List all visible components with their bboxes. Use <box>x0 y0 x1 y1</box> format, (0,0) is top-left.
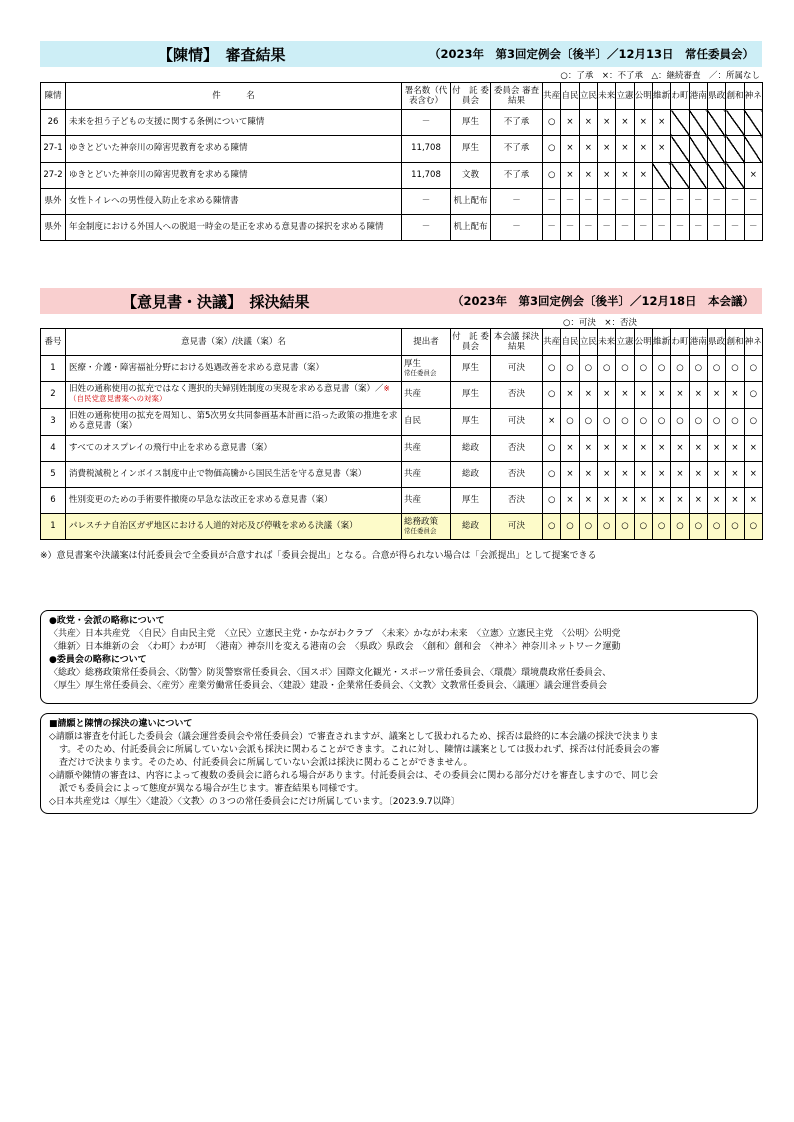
vote-cell: － <box>726 215 744 241</box>
opinion-table <box>40 328 763 540</box>
vote-cell: ○ <box>744 356 762 382</box>
vote-cell: × <box>634 462 652 488</box>
vote-cell: × <box>579 110 597 136</box>
vote-cell: － <box>744 215 762 241</box>
opinion-proposer-sub: 常任委員会 <box>404 368 437 377</box>
party-header: 立民 <box>579 83 597 110</box>
opinion-name <box>66 514 402 540</box>
opinion-committee: 厚生 <box>451 488 491 514</box>
vote-cell: ○ <box>726 409 744 436</box>
petition-name: ゆきとどいた神奈川の障害児教育を求める陳情 <box>66 136 402 163</box>
vote-cell: ○ <box>634 409 652 436</box>
opinion-result: 可決 <box>491 514 543 540</box>
party-header: 神ネ <box>744 329 762 356</box>
vote-cell: × <box>597 488 615 514</box>
party-header: 公明 <box>634 329 652 356</box>
vote-cell: × <box>689 436 707 462</box>
vote-cell: ○ <box>579 409 597 436</box>
petition-number: 27-1 <box>41 136 66 163</box>
vote-cell-not-member <box>689 136 707 163</box>
petition-name: 年金制度における外国人への脱退一時金の是正を求める意見書の採択を求める陳情 <box>66 215 402 241</box>
opinion-name-text: 消費税減税とインボイス制度中止で物価高騰から国民生活を守る意見書（案） <box>69 468 367 479</box>
col-header-committee: 付 託 委員会 <box>451 329 491 356</box>
party-header: 自民 <box>561 329 579 356</box>
vote-cell: － <box>671 189 689 215</box>
petition-name: 未来を担う子どもの支援に関する条例について陳情 <box>66 110 402 136</box>
vote-cell: ○ <box>597 409 615 436</box>
petition-row <box>41 136 763 163</box>
opinion-committee: 総政 <box>451 514 491 540</box>
vote-cell-not-member <box>726 110 744 136</box>
petition-title: 【陳情】 審査結果 <box>158 45 286 64</box>
party-header: 未来 <box>597 329 615 356</box>
opinion-name-text: すべてのオスプレイの飛行中止を求める意見書（案） <box>69 442 272 453</box>
vote-cell: ○ <box>543 436 561 462</box>
vote-cell: × <box>616 163 634 189</box>
vote-cell: ○ <box>543 462 561 488</box>
vote-cell: ○ <box>744 382 762 409</box>
vote-cell: － <box>634 215 652 241</box>
col-header-no: 番号 <box>41 329 66 356</box>
vote-cell: ○ <box>652 356 670 382</box>
vote-cell: × <box>744 436 762 462</box>
party-header: 未来 <box>597 83 615 110</box>
difference-text: 派でも委員会によって態度が異なる場合が生じます。審査結果も同様です。 <box>59 784 364 794</box>
petition-result: － <box>491 215 543 241</box>
vote-cell: ○ <box>707 514 725 540</box>
opinion-row <box>41 436 763 462</box>
party-header: 自民 <box>561 83 579 110</box>
vote-cell: × <box>561 163 579 189</box>
party-header: 共産 <box>543 83 561 110</box>
vote-cell: ○ <box>634 514 652 540</box>
col-header-name: 件 名 <box>66 83 402 110</box>
opinion-name-text: 医療・介護・障害福祉分野における処遇改善を求める意見書（案） <box>69 362 325 373</box>
vote-cell: × <box>689 382 707 409</box>
vote-cell: ○ <box>634 356 652 382</box>
vote-cell-not-member <box>744 110 762 136</box>
col-header-proposer: 提出者 <box>402 329 451 356</box>
difference-text: 査だけで決まります。そのため、付託委員会に所属していない会派は採決に関わることができません。 <box>59 758 473 768</box>
vote-cell: × <box>689 488 707 514</box>
vote-cell: × <box>616 436 634 462</box>
party-header: わ町 <box>671 83 689 110</box>
vote-cell: ○ <box>561 356 579 382</box>
vote-cell: × <box>579 462 597 488</box>
vote-cell: ○ <box>616 514 634 540</box>
opinion-result: 可決 <box>491 409 543 436</box>
vote-cell: × <box>579 136 597 163</box>
opinion-row <box>41 488 763 514</box>
vote-cell-not-member <box>707 110 725 136</box>
vote-cell: × <box>726 488 744 514</box>
party-header: 立憲 <box>616 83 634 110</box>
vote-cell: × <box>561 136 579 163</box>
difference-text: ◇日本共産党は〈厚生〉〈建設〉〈文教〉の３つの常任委員会にだけ所属しています。〔2023.9.7以降〕 <box>49 797 460 807</box>
vote-cell: × <box>616 382 634 409</box>
vote-cell-not-member <box>671 136 689 163</box>
opinion-footnote: ※）意見書案や決議案は付託委員会で全委員が合意すれば「委員会提出」となる。合意が得られない場合は「会派提出」として提案できる <box>40 551 597 561</box>
vote-cell: ○ <box>579 356 597 382</box>
vote-cell: × <box>671 436 689 462</box>
vote-cell: × <box>671 382 689 409</box>
party-header: 維新 <box>652 83 670 110</box>
party-header: 神ネ <box>744 83 762 110</box>
petition-number: 27-2 <box>41 163 66 189</box>
col-header-no: 陳情 <box>41 83 66 110</box>
vote-cell: ○ <box>652 514 670 540</box>
vote-cell-not-member <box>707 163 725 189</box>
opinion-name-text: 性別変更のための手術要件撤廃の早急な法改正を求める意見書（案） <box>69 494 333 505</box>
vote-cell: － <box>579 215 597 241</box>
opinion-header-row <box>41 329 763 356</box>
petition-row <box>41 189 763 215</box>
opinion-result: 否決 <box>491 462 543 488</box>
party-header: 立憲 <box>616 329 634 356</box>
vote-cell: － <box>543 215 561 241</box>
opinion-row <box>41 409 763 436</box>
vote-cell-not-member <box>689 163 707 189</box>
opinion-result: 可決 <box>491 356 543 382</box>
opinion-proposer <box>402 436 451 462</box>
opinion-row <box>41 356 763 382</box>
petition-row <box>41 163 763 189</box>
opinion-proposer-text: 共産 <box>404 442 422 453</box>
party-header: 維新 <box>652 329 670 356</box>
vote-cell-not-member <box>726 136 744 163</box>
petition-row <box>41 110 763 136</box>
petition-name: ゆきとどいた神奈川の障害児教育を求める陳情 <box>66 163 402 189</box>
opinion-proposer-text: 共産 <box>404 389 422 400</box>
vote-cell: ○ <box>543 382 561 409</box>
party-abbrev-line: 〈共産〉日本共産党 〈自民〉自由民主党 〈立民〉立憲民主党・かながわクラブ 〈未来〉かながわ未来 〈立憲〉立憲民主党 〈公明〉公明党 <box>49 629 621 639</box>
vote-cell: × <box>616 462 634 488</box>
petition-committee: 厚生 <box>451 110 491 136</box>
vote-cell: ○ <box>744 514 762 540</box>
vote-cell: × <box>726 436 744 462</box>
vote-cell: ○ <box>689 409 707 436</box>
party-header: 創和 <box>726 83 744 110</box>
vote-cell: － <box>707 189 725 215</box>
vote-cell: － <box>726 189 744 215</box>
opinion-name-text: 旧姓の通称使用の拡充を周知し、第5次男女共同参画基本計画に沿った政策の推進を求める意見書（案） <box>69 411 398 431</box>
vote-cell: × <box>707 436 725 462</box>
vote-cell: × <box>671 462 689 488</box>
party-abbrev-line: 〈維新〉日本維新の会 〈わ町〉わが町 〈港南〉神奈川を変える港南の会 〈県政〉県政会 〈創和〉創和会 〈神ネ〉神奈川ネットワーク運動 <box>49 642 621 652</box>
vote-cell: － <box>671 215 689 241</box>
vote-cell: － <box>744 189 762 215</box>
petition-result: 不了承 <box>491 110 543 136</box>
difference-text: す。そのため、付託委員会に所属していない会派も採決に関わることができます。これに対し、陳情は議案としては扱われず、採否は付託委員会の審 <box>59 745 660 755</box>
vote-cell: － <box>652 215 670 241</box>
vote-cell: × <box>652 110 670 136</box>
petition-number: 県外 <box>41 215 66 241</box>
committee-abbrev-line: 〈総政〉総務政策常任委員会、〈防警〉防災警察常任委員会、〈国スポ〉国際文化観光・スポーツ常任委員会、〈環農〉環境農政常任委員会、 <box>49 668 612 678</box>
opinion-name-note: ※（自民党意見書案への対案） <box>69 384 390 403</box>
vote-cell: × <box>561 436 579 462</box>
vote-cell: ○ <box>707 356 725 382</box>
col-header-signers: 署名数（代表含む） <box>402 83 451 110</box>
petition-committee: 文教 <box>451 163 491 189</box>
vote-cell: ○ <box>726 356 744 382</box>
vote-cell: － <box>597 189 615 215</box>
vote-cell: ○ <box>689 356 707 382</box>
opinion-proposer-text: 共産 <box>404 494 422 505</box>
vote-cell-not-member <box>726 163 744 189</box>
vote-cell-not-member <box>671 110 689 136</box>
vote-cell: ○ <box>616 409 634 436</box>
vote-cell: ○ <box>543 488 561 514</box>
vote-cell: － <box>616 215 634 241</box>
vote-cell: ○ <box>616 356 634 382</box>
vote-cell: ○ <box>543 136 561 163</box>
opinion-committee: 厚生 <box>451 382 491 409</box>
party-header: 県政 <box>707 83 725 110</box>
vote-cell: × <box>634 488 652 514</box>
vote-cell: ○ <box>561 514 579 540</box>
vote-cell: － <box>579 189 597 215</box>
vote-cell-not-member <box>671 163 689 189</box>
petition-number: 県外 <box>41 189 66 215</box>
vote-cell: ○ <box>561 409 579 436</box>
party-abbrev-heading: ●政党・会派の略称について <box>49 616 165 626</box>
opinion-result: 否決 <box>491 382 543 409</box>
opinion-title-band <box>40 288 762 314</box>
opinion-name <box>66 462 402 488</box>
opinion-committee: 総政 <box>451 462 491 488</box>
abbreviation-box <box>40 610 758 704</box>
opinion-number: 1 <box>41 514 66 540</box>
vote-cell: － <box>616 189 634 215</box>
petition-result: 不了承 <box>491 136 543 163</box>
petition-result: － <box>491 189 543 215</box>
difference-text: ◇請願は審査を付託した委員会（議会運営委員会や常任委員会）で審査されますが、議案として扱われるため、採否は最終的に本会議の採決で決まりま <box>49 732 659 742</box>
opinion-title: 【意見書・決議】 採決結果 <box>122 292 310 311</box>
opinion-result: 否決 <box>491 436 543 462</box>
opinion-result: 否決 <box>491 488 543 514</box>
vote-cell: × <box>616 488 634 514</box>
opinion-number: 6 <box>41 488 66 514</box>
petition-name: 女性トイレへの男性侵入防止を求める陳情書 <box>66 189 402 215</box>
opinion-row <box>41 514 763 540</box>
party-header: 県政 <box>707 329 725 356</box>
vote-cell: ○ <box>543 514 561 540</box>
petition-legend: ○：了承 ×：不了承 △：継続審査 ／：所属なし <box>560 71 760 81</box>
vote-cell-not-member <box>652 163 670 189</box>
opinion-name-text: パレスチナ自治区ガザ地区における人道的対応及び停戦を求める決議（案） <box>69 520 358 531</box>
vote-cell: × <box>597 110 615 136</box>
col-header-committee: 付 託 委員会 <box>451 83 491 110</box>
difference-heading: ■請願と陳情の採決の違いについて <box>49 719 193 729</box>
vote-cell: × <box>744 488 762 514</box>
vote-cell: ○ <box>689 514 707 540</box>
vote-cell: × <box>652 382 670 409</box>
opinion-legend: ○：可決 ×：否決 <box>563 318 638 328</box>
difference-box <box>40 713 758 814</box>
opinion-proposer-text: 厚生 <box>404 358 422 369</box>
vote-cell: ○ <box>726 514 744 540</box>
vote-cell: × <box>744 163 762 189</box>
opinion-committee: 厚生 <box>451 409 491 436</box>
vote-cell: × <box>561 488 579 514</box>
vote-cell: ○ <box>579 514 597 540</box>
opinion-name-text: 旧姓の通称使用の拡充ではなく選択的夫婦別姓制度の実現を求める意見書（案）／ <box>69 384 384 395</box>
petition-table <box>40 82 763 241</box>
opinion-proposer <box>402 409 451 436</box>
committee-abbrev-heading: ●委員会の略称について <box>49 655 147 665</box>
opinion-proposer <box>402 356 451 382</box>
opinion-proposer-sub: 常任委員会 <box>404 526 437 535</box>
party-header: 港南 <box>689 329 707 356</box>
vote-cell: × <box>689 462 707 488</box>
vote-cell: × <box>652 462 670 488</box>
opinion-name <box>66 356 402 382</box>
vote-cell-not-member <box>707 136 725 163</box>
petition-committee: 机上配布 <box>451 189 491 215</box>
petition-signers: － <box>402 110 451 136</box>
party-header: 共産 <box>543 329 561 356</box>
vote-cell: ○ <box>543 163 561 189</box>
vote-cell: ○ <box>744 409 762 436</box>
petition-signers: － <box>402 189 451 215</box>
vote-cell: × <box>652 136 670 163</box>
petition-committee: 机上配布 <box>451 215 491 241</box>
vote-cell: － <box>707 215 725 241</box>
vote-cell: － <box>689 215 707 241</box>
vote-cell: ○ <box>707 409 725 436</box>
committee-abbrev-line: 〈厚生〉厚生常任委員会、〈産労〉産業労働常任委員会、〈建設〉建設・企業常任委員会、〈文教〉文教常任委員会、〈議運〉議会運営委員会 <box>49 681 608 691</box>
opinion-name <box>66 409 402 436</box>
vote-cell: × <box>634 136 652 163</box>
col-header-name: 意見書（案）/決議（案）名 <box>66 329 402 356</box>
petition-committee: 厚生 <box>451 136 491 163</box>
opinion-proposer <box>402 514 451 540</box>
opinion-committee: 厚生 <box>451 356 491 382</box>
vote-cell: × <box>707 462 725 488</box>
vote-cell: × <box>634 110 652 136</box>
opinion-row <box>41 382 763 409</box>
opinion-number: 4 <box>41 436 66 462</box>
opinion-number: 5 <box>41 462 66 488</box>
vote-cell: × <box>671 488 689 514</box>
opinion-name <box>66 436 402 462</box>
vote-cell: － <box>634 189 652 215</box>
vote-cell: × <box>707 488 725 514</box>
vote-cell-not-member <box>744 136 762 163</box>
vote-cell: × <box>561 110 579 136</box>
vote-cell: × <box>579 488 597 514</box>
vote-cell: － <box>561 215 579 241</box>
vote-cell: × <box>726 462 744 488</box>
party-header: わ町 <box>671 329 689 356</box>
petition-header-row <box>41 83 763 110</box>
vote-cell: × <box>616 136 634 163</box>
vote-cell: × <box>652 488 670 514</box>
vote-cell: × <box>726 382 744 409</box>
opinion-committee: 総政 <box>451 436 491 462</box>
petition-signers: 11,708 <box>402 163 451 189</box>
vote-cell: × <box>579 382 597 409</box>
col-header-result: 本会議 採決結果 <box>491 329 543 356</box>
opinion-proposer <box>402 488 451 514</box>
difference-text: ◇請願や陳情の審査は、内容によって複数の委員会に諮られる場合があります。付託委員会は、その委員会に関わる部分だけを審査しますので、同じ会 <box>49 771 659 781</box>
vote-cell: － <box>597 215 615 241</box>
vote-cell-not-member <box>689 110 707 136</box>
opinion-number: 3 <box>41 409 66 436</box>
vote-cell: × <box>597 436 615 462</box>
vote-cell: － <box>543 189 561 215</box>
vote-cell: × <box>634 436 652 462</box>
opinion-number: 2 <box>41 382 66 409</box>
petition-title-band <box>40 41 762 67</box>
vote-cell: ○ <box>652 409 670 436</box>
vote-cell: × <box>616 110 634 136</box>
vote-cell: × <box>707 382 725 409</box>
vote-cell: ○ <box>597 356 615 382</box>
opinion-number: 1 <box>41 356 66 382</box>
petition-subtitle: （2023年 第3回定例会〔後半〕／12月13日 常任委員会） <box>428 47 754 61</box>
vote-cell: ○ <box>543 110 561 136</box>
vote-cell: － <box>689 189 707 215</box>
vote-cell: × <box>597 163 615 189</box>
vote-cell: ○ <box>543 356 561 382</box>
opinion-proposer <box>402 462 451 488</box>
vote-cell: × <box>561 382 579 409</box>
vote-cell: × <box>634 163 652 189</box>
vote-cell: × <box>597 462 615 488</box>
vote-cell: × <box>561 462 579 488</box>
vote-cell: × <box>634 382 652 409</box>
party-header: 創和 <box>726 329 744 356</box>
party-header: 立民 <box>579 329 597 356</box>
party-header: 港南 <box>689 83 707 110</box>
col-header-result: 委員会 審査結果 <box>491 83 543 110</box>
vote-cell: × <box>579 436 597 462</box>
vote-cell: ○ <box>671 514 689 540</box>
opinion-proposer-text: 共産 <box>404 468 422 479</box>
opinion-name <box>66 488 402 514</box>
petition-signers: 11,708 <box>402 136 451 163</box>
vote-cell: × <box>579 163 597 189</box>
vote-cell: ○ <box>671 409 689 436</box>
opinion-subtitle: （2023年 第3回定例会〔後半〕／12月18日 本会議） <box>451 294 754 308</box>
vote-cell: － <box>652 189 670 215</box>
opinion-row <box>41 462 763 488</box>
petition-row <box>41 215 763 241</box>
vote-cell: × <box>597 382 615 409</box>
vote-cell: × <box>543 409 561 436</box>
party-header: 公明 <box>634 83 652 110</box>
vote-cell: ○ <box>597 514 615 540</box>
vote-cell: × <box>597 136 615 163</box>
petition-number: 26 <box>41 110 66 136</box>
opinion-name <box>66 382 402 409</box>
petition-signers: － <box>402 215 451 241</box>
vote-cell: － <box>561 189 579 215</box>
opinion-proposer <box>402 382 451 409</box>
opinion-proposer-text: 自民 <box>404 416 422 427</box>
opinion-proposer-text: 総務政策 <box>404 516 439 527</box>
vote-cell: × <box>744 462 762 488</box>
petition-result: 不了承 <box>491 163 543 189</box>
vote-cell: ○ <box>671 356 689 382</box>
vote-cell: × <box>652 436 670 462</box>
